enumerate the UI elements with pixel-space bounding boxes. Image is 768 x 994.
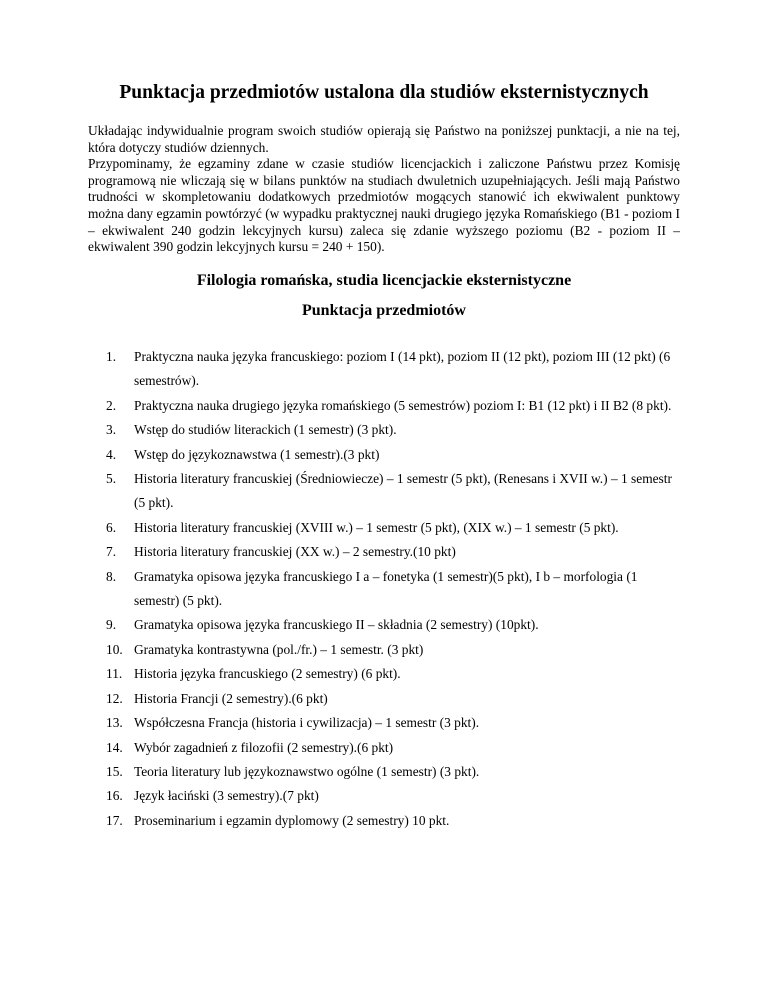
- item-number: 12.: [106, 690, 123, 706]
- item-text: Historia literatury francuskiej (Średniowiecze) – 1 semestr (5 pkt), (Renesans i XVII w.) – 1 semestr (5 pkt).: [134, 471, 672, 511]
- list-item: [106, 662, 680, 686]
- item-text: Historia literatury francuskiej (XX w.) – 2 semestry.(10 pkt): [134, 544, 456, 560]
- item-text: Wstęp do studiów literackich (1 semestr) (3 pkt).: [134, 422, 397, 438]
- item-number: 14.: [106, 739, 123, 755]
- item-number: 6.: [106, 519, 117, 535]
- list-item: [106, 443, 680, 467]
- list-item: [106, 565, 680, 614]
- item-text: Gramatyka opisowa języka francuskiego II – składnia (2 semestry) (10pkt).: [134, 617, 539, 633]
- list-item: [106, 711, 680, 735]
- section-subtitle: Punktacja przedmiotów: [302, 302, 466, 319]
- item-text: Historia literatury francuskiej (XVIII w.) – 1 semestr (5 pkt), (XIX w.) – 1 semestr (5 pkt).: [134, 519, 619, 535]
- document-title: Punktacja przedmiotów ustalona dla studiów eksternistycznych: [119, 82, 649, 103]
- list-item: [106, 467, 680, 516]
- list-item: [106, 613, 680, 637]
- item-number: 10.: [106, 641, 123, 657]
- item-number: 16.: [106, 788, 123, 804]
- item-text: Historia Francji (2 semestry).(6 pkt): [134, 690, 328, 706]
- list-item: [106, 809, 680, 833]
- item-text: Praktyczna nauka języka francuskiego: poziom I (14 pkt), poziom II (12 pkt), poziom III (12 pkt) (6 semestrów).: [134, 349, 671, 389]
- item-text: Praktyczna nauka drugiego języka romańskiego (5 semestrów) poziom I: B1 (12 pkt) i II B2 (8 pkt).: [134, 397, 672, 413]
- list-item: [106, 418, 680, 442]
- item-text: Teoria literatury lub językoznawstwo ogólne (1 semestr) (3 pkt).: [134, 763, 480, 779]
- item-text: Gramatyka kontrastywna (pol./fr.) – 1 semestr. (3 pkt): [134, 641, 424, 657]
- item-text: Gramatyka opisowa języka francuskiego I a – fonetyka (1 semestr)(5 pkt), I b – morfologia (1 semestr) (5 pkt).: [134, 568, 638, 609]
- section-title: Filologia romańska, studia licencjackie eksternistyczne: [196, 272, 572, 289]
- list-item: [106, 784, 680, 808]
- list-item: [106, 540, 680, 564]
- item-number: 15.: [106, 763, 123, 779]
- item-text: Historia języka francuskiego (2 semestry) (6 pkt).: [134, 666, 401, 682]
- item-number: 5.: [106, 471, 117, 487]
- list-item: [106, 516, 680, 540]
- intro-text: [88, 123, 680, 256]
- item-number: 2.: [106, 397, 117, 413]
- list-item: [106, 687, 680, 711]
- list-item: [106, 394, 680, 418]
- intro-paragraph: Układając indywidualnie program swoich studiów opierają się Państwo na poniższej punktacji, a nie na tej, która dotyczy studiów dziennych.: [88, 123, 680, 155]
- item-text: Wstęp do językoznawstwa (1 semestr).(3 pkt): [134, 446, 380, 462]
- item-text: Proseminarium i egzamin dyplomowy (2 semestry) 10 pkt.: [134, 812, 450, 828]
- item-number: 3.: [106, 422, 117, 438]
- item-number: 7.: [106, 544, 117, 560]
- item-text: Współczesna Francja (historia i cywilizacja) – 1 semestr (3 pkt).: [134, 715, 480, 731]
- item-number: 1.: [106, 349, 117, 364]
- list-item: [106, 736, 680, 760]
- course-list: [106, 345, 680, 833]
- item-number: 4.: [106, 446, 117, 462]
- item-number: 9.: [106, 617, 117, 633]
- item-number: 8.: [106, 568, 117, 584]
- item-text: Wybór zagadnień z filozofii (2 semestry).(6 pkt): [134, 739, 394, 755]
- list-item: [106, 760, 680, 784]
- item-number: 11.: [106, 666, 123, 682]
- item-number: 17.: [106, 812, 123, 828]
- list-item: [106, 638, 680, 662]
- item-number: 13.: [106, 715, 123, 731]
- intro-paragraph: Przypominamy, że egzaminy zdane w czasie studiów licencjackich i zaliczone Państwu przez Komisję programową nie wliczają się w bilans punktów na studiach dwuletnich uzupełniających. Jeśli mają Państwo trudności w skompletowaniu dodatkowych przedmiotów mogących stanowić ich ekwiwalent punktowy można dany egzamin powtórzyć (w wypadku praktycznej nauki drugiego języka Romańskiego (B1 - poziom I – ekwiwalent 240 godzin lekcyjnych kursu) zaleca się zdanie wyższego poziomu (B2 - poziom II – ekwiwalent 390 godzin lekcyjnych kursu = 240 + 150).: [88, 156, 680, 255]
- list-item: [106, 345, 680, 394]
- item-text: Język łaciński (3 semestry).(7 pkt): [134, 788, 319, 804]
